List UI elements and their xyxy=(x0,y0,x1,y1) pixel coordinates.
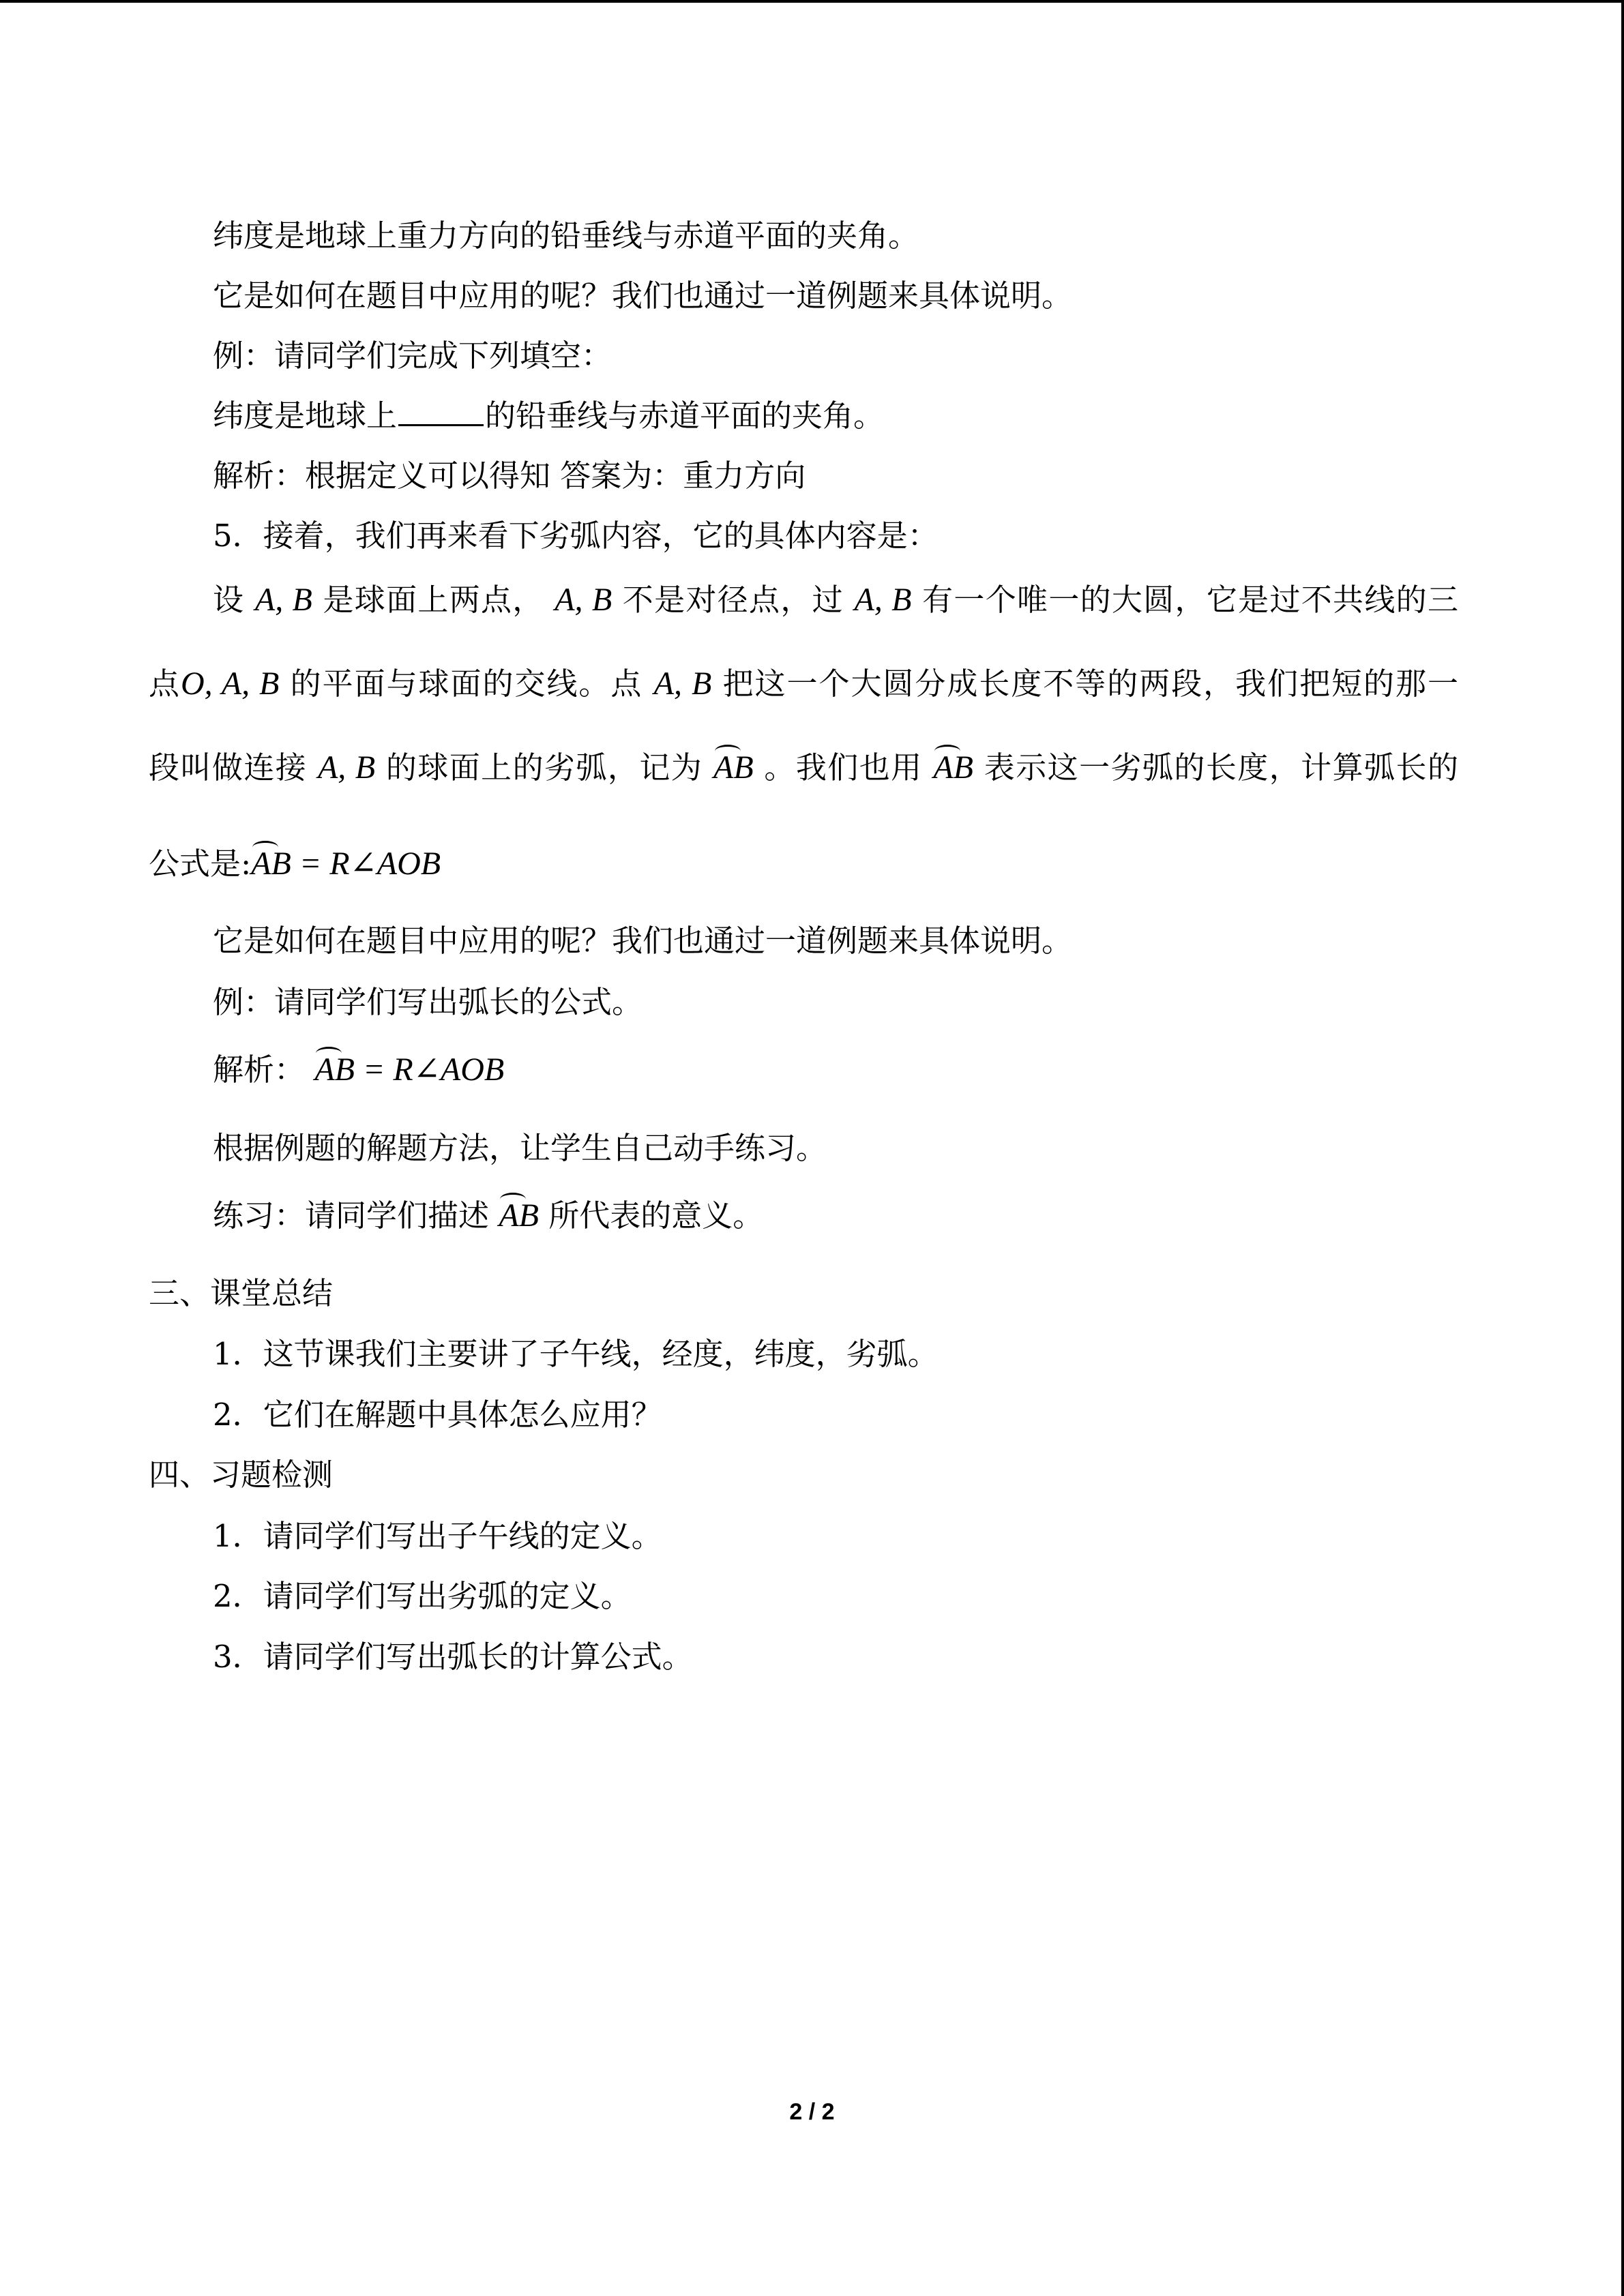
page-number: 2 / 2 xyxy=(789,2099,835,2125)
summary-item-2: 2．它们在解题中具体怎么应用？ xyxy=(213,1397,662,1433)
math-points-ab: A, B xyxy=(555,582,612,618)
text-segment: 是球面上两点， xyxy=(323,582,544,618)
practice-instruction: 根据例题的解题方法，让学生自己动手练习。 xyxy=(213,1130,827,1166)
answer-blank xyxy=(398,397,484,426)
example-fill-blank-prompt: 例：请同学们完成下列填空： xyxy=(213,338,612,374)
minor-arc-definition-line-3 xyxy=(149,749,1458,787)
summary-item-1: 1．这节课我们主要讲了子午线，经度，纬度，劣弧。 xyxy=(213,1336,939,1372)
paragraph-application-intro-2: 它是如何在题目中应用的呢？我们也通过一道例题来具体说明。 xyxy=(213,923,1073,959)
fill-blank-text-start: 纬度是地球上 xyxy=(213,398,398,434)
minor-arc-definition-line-2 xyxy=(149,665,1458,703)
example-arc-length: 例：请同学们写出弧长的公式。 xyxy=(213,984,643,1020)
text-segment: 公式是: xyxy=(149,846,252,882)
text-segment: 的平面与球面的交线。点 xyxy=(290,666,643,702)
math-arc-ab: AB xyxy=(933,749,973,786)
paragraph-latitude-definition: 纬度是地球上重力方向的铅垂线与赤道平面的夹角。 xyxy=(213,218,919,254)
text-segment: 段叫做连接 xyxy=(149,749,308,786)
math-points-ab: A, B xyxy=(317,749,376,786)
text-segment: 有一个唯一的大圆，它是过不共线的三 xyxy=(922,582,1458,618)
text-segment: 。我们也用 xyxy=(764,749,923,786)
math-arc-ab: AB xyxy=(314,1052,355,1088)
fill-blank-answer: 解析：根据定义可以得知 答案为：重力方向 xyxy=(213,458,806,494)
text-segment: 练习：请同学们描述 xyxy=(213,1197,490,1234)
text-segment: 点 xyxy=(149,666,181,702)
section-heading-exercises: 四、习题检测 xyxy=(149,1457,334,1493)
math-points-ab: A, B xyxy=(653,666,712,702)
math-formula: = R∠AOB xyxy=(354,1052,505,1088)
paragraph-application-intro: 它是如何在题目中应用的呢？我们也通过一道例题来具体说明。 xyxy=(213,278,1073,314)
fill-blank-question xyxy=(213,397,884,435)
text-segment: 所代表的意义。 xyxy=(548,1197,764,1234)
text-segment: 表示这一劣弧的长度，计算弧长的 xyxy=(984,749,1458,786)
math-points-oab: O, A, B xyxy=(180,666,280,702)
math-formula: = R∠AOB xyxy=(291,846,441,882)
math-points-ab: A, B xyxy=(854,582,912,618)
math-arc-ab: AB xyxy=(251,846,291,882)
text-segment: 设 xyxy=(213,582,245,618)
text-segment: 的球面上的劣弧，记为 xyxy=(385,749,703,786)
exercise-item-2: 2．请同学们写出劣弧的定义。 xyxy=(213,1578,632,1614)
exercise-item-1: 1．请同学们写出子午线的定义。 xyxy=(213,1518,662,1554)
practice-question xyxy=(213,1197,763,1235)
page-border-right xyxy=(1621,0,1624,2296)
text-segment: 不是对径点，过 xyxy=(622,582,844,618)
text-segment: 把这一个大圆分成长度不等的两段，我们把短的那一 xyxy=(722,666,1458,702)
math-points-ab: A, B xyxy=(254,582,312,618)
arc-length-formula-line xyxy=(149,845,441,883)
math-arc-ab: AB xyxy=(499,1197,539,1234)
text-segment: 解析： xyxy=(213,1052,306,1088)
minor-arc-intro: 5．接着，我们再来看下劣弧内容，它的具体内容是： xyxy=(213,518,939,554)
page-border-top xyxy=(0,0,1624,3)
math-arc-ab: AB xyxy=(713,749,754,786)
exercise-item-3: 3．请同学们写出弧长的计算公式。 xyxy=(213,1639,693,1675)
example-arc-length-solution xyxy=(213,1051,504,1089)
minor-arc-definition-line-1 xyxy=(213,581,1458,619)
fill-blank-text-end: 的铅垂线与赤道平面的夹角。 xyxy=(485,398,885,434)
section-heading-summary: 三、课堂总结 xyxy=(149,1275,334,1311)
